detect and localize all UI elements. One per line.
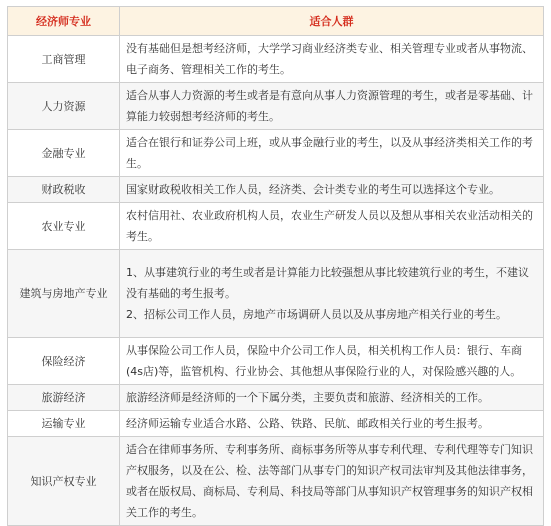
table-row [8,177,544,203]
table-row [8,338,544,385]
description-line: 国家财政税收相关工作人员，经济类、会计类专业的考生可以选择这个专业。 [126,183,500,196]
majors-table [7,6,544,526]
table-row [8,250,544,338]
major-cell: 工商管理 [8,36,120,83]
description-cell [120,338,544,385]
description-cell [120,385,544,411]
header-row [8,7,544,36]
description-cell [120,83,544,130]
table-row [8,36,544,83]
table-body [8,36,544,526]
major-cell: 知识产权专业 [8,437,120,526]
header-major: 经济师专业 [8,7,120,36]
description-line: 适合从事人力资源的考生或者是有意向从事人力资源管理的考生，或者是零基础、计算能力较弱想考经济师的考生。 [126,89,533,123]
description-cell [120,250,544,338]
description-line: 适合在律师事务所、专利事务所、商标事务所等从事专利代理、专利代理等专门知识产权服务，以及在公、检、法等部门从事专门的知识产权司法审判及其他法律事务，或者在版权局、商标局、专利局、科技局等部门从事知识产权管理事务的知识产权相关工作的考生。 [126,443,533,519]
major-cell: 农业专业 [8,203,120,250]
major-cell: 保险经济 [8,338,120,385]
description-cell [120,177,544,203]
description-cell [120,130,544,177]
description-line: 1、从事建筑行业的考生或者是计算能力比较强想从事比较建筑行业的考生，不建议没有基础的考生报考。 [126,266,529,300]
description-cell [120,36,544,83]
major-cell: 金融专业 [8,130,120,177]
description-line: 旅游经济师是经济师的一个下属分类，主要负责和旅游、经济相关的工作。 [126,391,489,404]
description-line: 经济师运输专业适合水路、公路、铁路、民航、邮政相关行业的考生报考。 [126,417,489,430]
table-row [8,130,544,177]
major-cell: 财政税收 [8,177,120,203]
major-cell: 人力资源 [8,83,120,130]
table-row [8,411,544,437]
table-header [8,7,544,36]
description-line: 没有基础但是想考经济师，大学学习商业经济类专业、相关管理专业或者从事物流、电子商务、管理相关工作的考生。 [126,42,533,76]
table-row [8,437,544,526]
description-line: 2、招标公司工作人员，房地产市场调研人员以及从事房地产相关行业的考生。 [126,308,507,321]
table-row [8,203,544,250]
description-line: 从事保险公司工作人员，保险中介公司工作人员，相关机构工作人员：银行、车商(4s店)等，监管机构、行业协会、其他想从事保险行业的人，对保险感兴趣的人。 [126,344,522,378]
major-cell: 建筑与房地产专业 [8,250,120,338]
table-row [8,83,544,130]
major-cell: 旅游经济 [8,385,120,411]
description-cell [120,411,544,437]
major-cell: 运输专业 [8,411,120,437]
header-audience: 适合人群 [120,7,544,36]
description-cell [120,437,544,526]
table-row [8,385,544,411]
description-cell [120,203,544,250]
description-line: 农村信用社、农业政府机构人员，农业生产研发人员以及想从事相关农业活动相关的考生。 [126,209,533,243]
description-line: 适合在银行和证券公司上班，或从事金融行业的考生，以及从事经济类相关工作的考生。 [126,136,533,170]
